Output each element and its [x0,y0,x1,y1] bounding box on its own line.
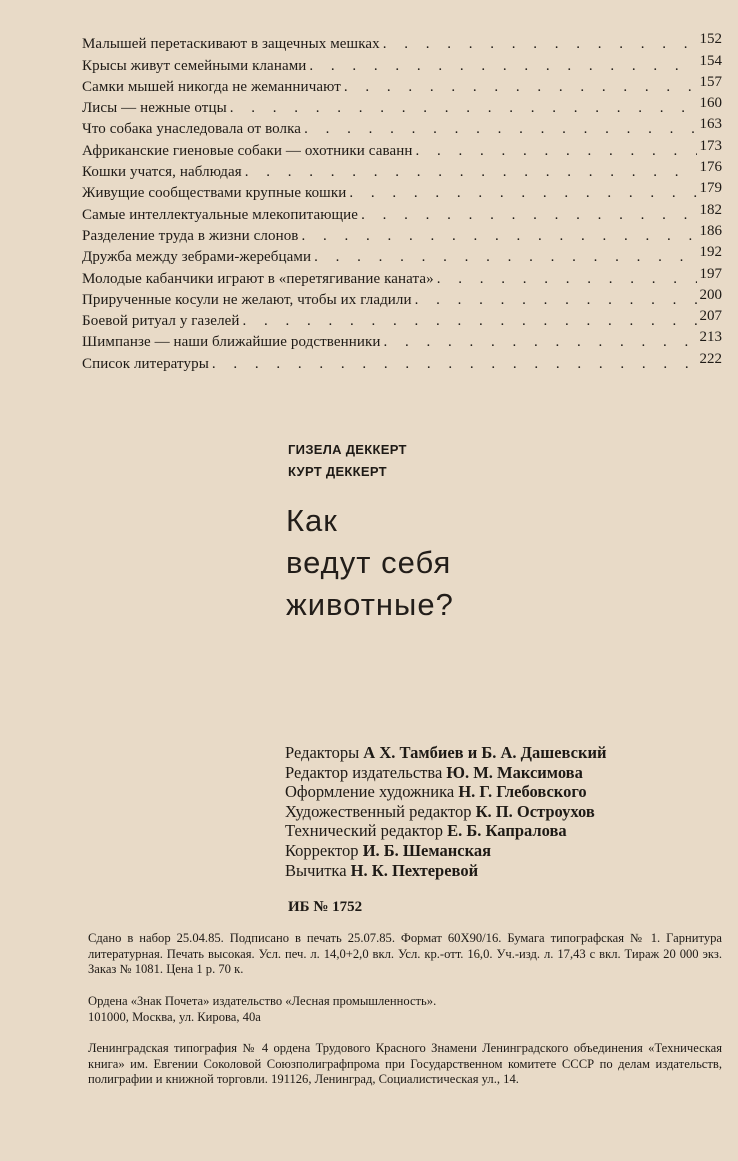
toc-leader-dots [314,248,696,266]
credit-name: Ю. М. Максимова [446,762,583,782]
credit-line [285,861,606,881]
credit-role: Технический редактор [285,821,443,841]
credit-name: А Х. Тамбиев и Б. А. Дашевский [363,743,607,762]
toc-entry-page: 173 [699,137,722,154]
toc-leader-dots [302,227,697,245]
toc-entry-page: 186 [699,222,722,239]
toc-entry-title: Малышей перетаскивают в защечных мешках [82,36,380,53]
toc-entry-page: 160 [699,95,722,112]
credit-role: Редактор издательства [285,762,443,782]
toc-entry [82,309,722,330]
credit-role: Оформление художника [285,782,455,802]
toc-leader-dots [309,57,696,75]
authors [288,439,407,483]
toc-entry [82,75,722,96]
toc-entry-page: 154 [699,52,722,69]
credits [285,743,606,880]
toc-entry-title: Дружба между зебрами-жеребцами [82,249,312,266]
toc-entry [82,117,722,138]
credit-name: И. Б. Шеманская [362,840,492,860]
author-name: ГИЗЕЛА ДЕККЕРТ [288,442,407,457]
toc-entry-title: Боевой ритуал у газелей [82,313,240,330]
toc-entry-title: Список литературы [82,355,209,372]
print-info-text: Сдано в набор 25.04.85. Подписано в печать 25.07.85. Формат 60Х90/16. Бумага типографская № 1. Гарнитура литературная. Печать высокая. Усл. печ. л. 14,0+2,0 вкл. Усл. кр.-отт. 16,0. Уч.-изд. л. 17,43 с вкл. Тираж 20 000 экз. Заказ № 1081. Цена 1 р. 70 к. [88,931,722,977]
toc-entry-page: 207 [699,308,722,325]
toc-leader-dots [415,142,696,160]
toc-leader-dots [384,333,697,351]
toc-entry-title: Прирученные косули не желают, чтобы их гладили [82,291,412,308]
publisher-address: 101000, Москва, ул. Кирова, 40а [88,1009,261,1024]
book-title [286,500,454,626]
toc-entry-page: 222 [699,350,722,367]
toc-leader-dots [437,270,697,288]
toc-entry [82,288,722,309]
toc-leader-dots [245,163,697,181]
toc-entry [82,224,722,245]
toc-entry-title: Молодые кабанчики играют в «перетягивание каната» [82,270,434,287]
credit-name: Н. Г. Глебовского [458,782,587,802]
toc-leader-dots [230,99,697,117]
credit-role: Художественный редактор [285,801,472,821]
toc-entry-page: 152 [699,31,722,48]
credit-line [285,782,606,802]
credit-name: К. П. Остроухов [475,801,595,821]
toc-entry-title: Крысы живут семейными кланами [82,57,307,74]
credit-role: Корректор [285,840,359,860]
toc-leader-dots [243,312,697,330]
credit-name: Н. К. Пехтеревой [350,860,479,880]
book-title-line: животные? [286,587,454,622]
toc-entry-title: Кошки учатся, наблюдая [82,164,242,181]
toc-entry [82,96,722,117]
author-name: КУРТ ДЕККЕРТ [288,464,387,479]
credit-line [285,821,606,841]
toc-entry-title: Самые интеллектуальные млекопитающие [82,206,359,223]
printer-text: Ленинградская типография № 4 ордена Трудового Красного Знамени Ленинградского объединения «Техническая книга» им. Евгении Соколовой Союзполиграфпрома при Государственном комитете СССР по делам издательств, полиграфии и книжной торговли. 191126, Ленинград, Социалистическая ул., 14. [88,1041,722,1087]
publisher-line: Ордена «Знак Почета» издательство «Лесная промышленность». [88,994,437,1008]
toc-entry [82,245,722,266]
toc-entry [82,160,722,181]
print-info [88,931,722,978]
toc-entry-page: 182 [699,201,722,218]
toc-entry-page: 213 [699,329,722,346]
toc-entry-title: Разделение труда в жизни слонов [82,227,299,244]
toc-entry [82,181,722,202]
credit-line [285,841,606,861]
toc-entry-page: 163 [699,116,722,133]
toc-entry-title: Шимпанзе — наши ближайшие родственники [82,334,381,351]
credit-role: Вычитка [285,860,347,880]
toc-entry-title: Живущие сообществами крупные кошки [82,185,347,202]
toc-entry-page: 197 [699,265,722,282]
toc-entry-page: 192 [699,244,722,261]
toc-entry-page: 157 [699,73,722,90]
toc-entry [82,138,722,159]
toc-leader-dots [344,78,697,96]
book-title-line: Как [286,503,338,538]
credit-role: Редакторы [285,743,360,762]
toc-entry-title: Что собака унаследовала от волка [82,121,302,138]
publisher-info [88,994,722,1025]
toc-entry-page: 176 [699,159,722,176]
credit-line [285,743,606,763]
toc-entry [82,53,722,74]
book-title-line: ведут себя [286,545,452,580]
credit-name: Е. Б. Капралова [447,821,567,841]
toc-entry [82,32,722,53]
printer-info [88,1041,722,1088]
toc-leader-dots [349,184,696,202]
toc-entry-page: 200 [699,286,722,303]
toc-leader-dots [383,35,697,53]
toc-entry [82,330,722,351]
toc-leader-dots [415,291,697,309]
credit-line [285,763,606,783]
toc-entry [82,266,722,287]
table-of-contents [82,32,722,373]
toc-leader-dots [304,120,696,138]
toc-leader-dots [212,355,697,373]
ib-number: ИБ № 1752 [288,899,363,915]
credit-line [285,802,606,822]
toc-entry-title: Африканские гиеновые собаки — охотники саванн [82,142,413,159]
toc-entry-title: Лисы — нежные отцы [82,100,227,117]
toc-entry-title: Самки мышей никогда не жеманничают [82,78,341,95]
toc-entry [82,351,722,372]
toc-entry-page: 179 [699,180,722,197]
toc-entry [82,202,722,223]
toc-leader-dots [361,206,696,224]
